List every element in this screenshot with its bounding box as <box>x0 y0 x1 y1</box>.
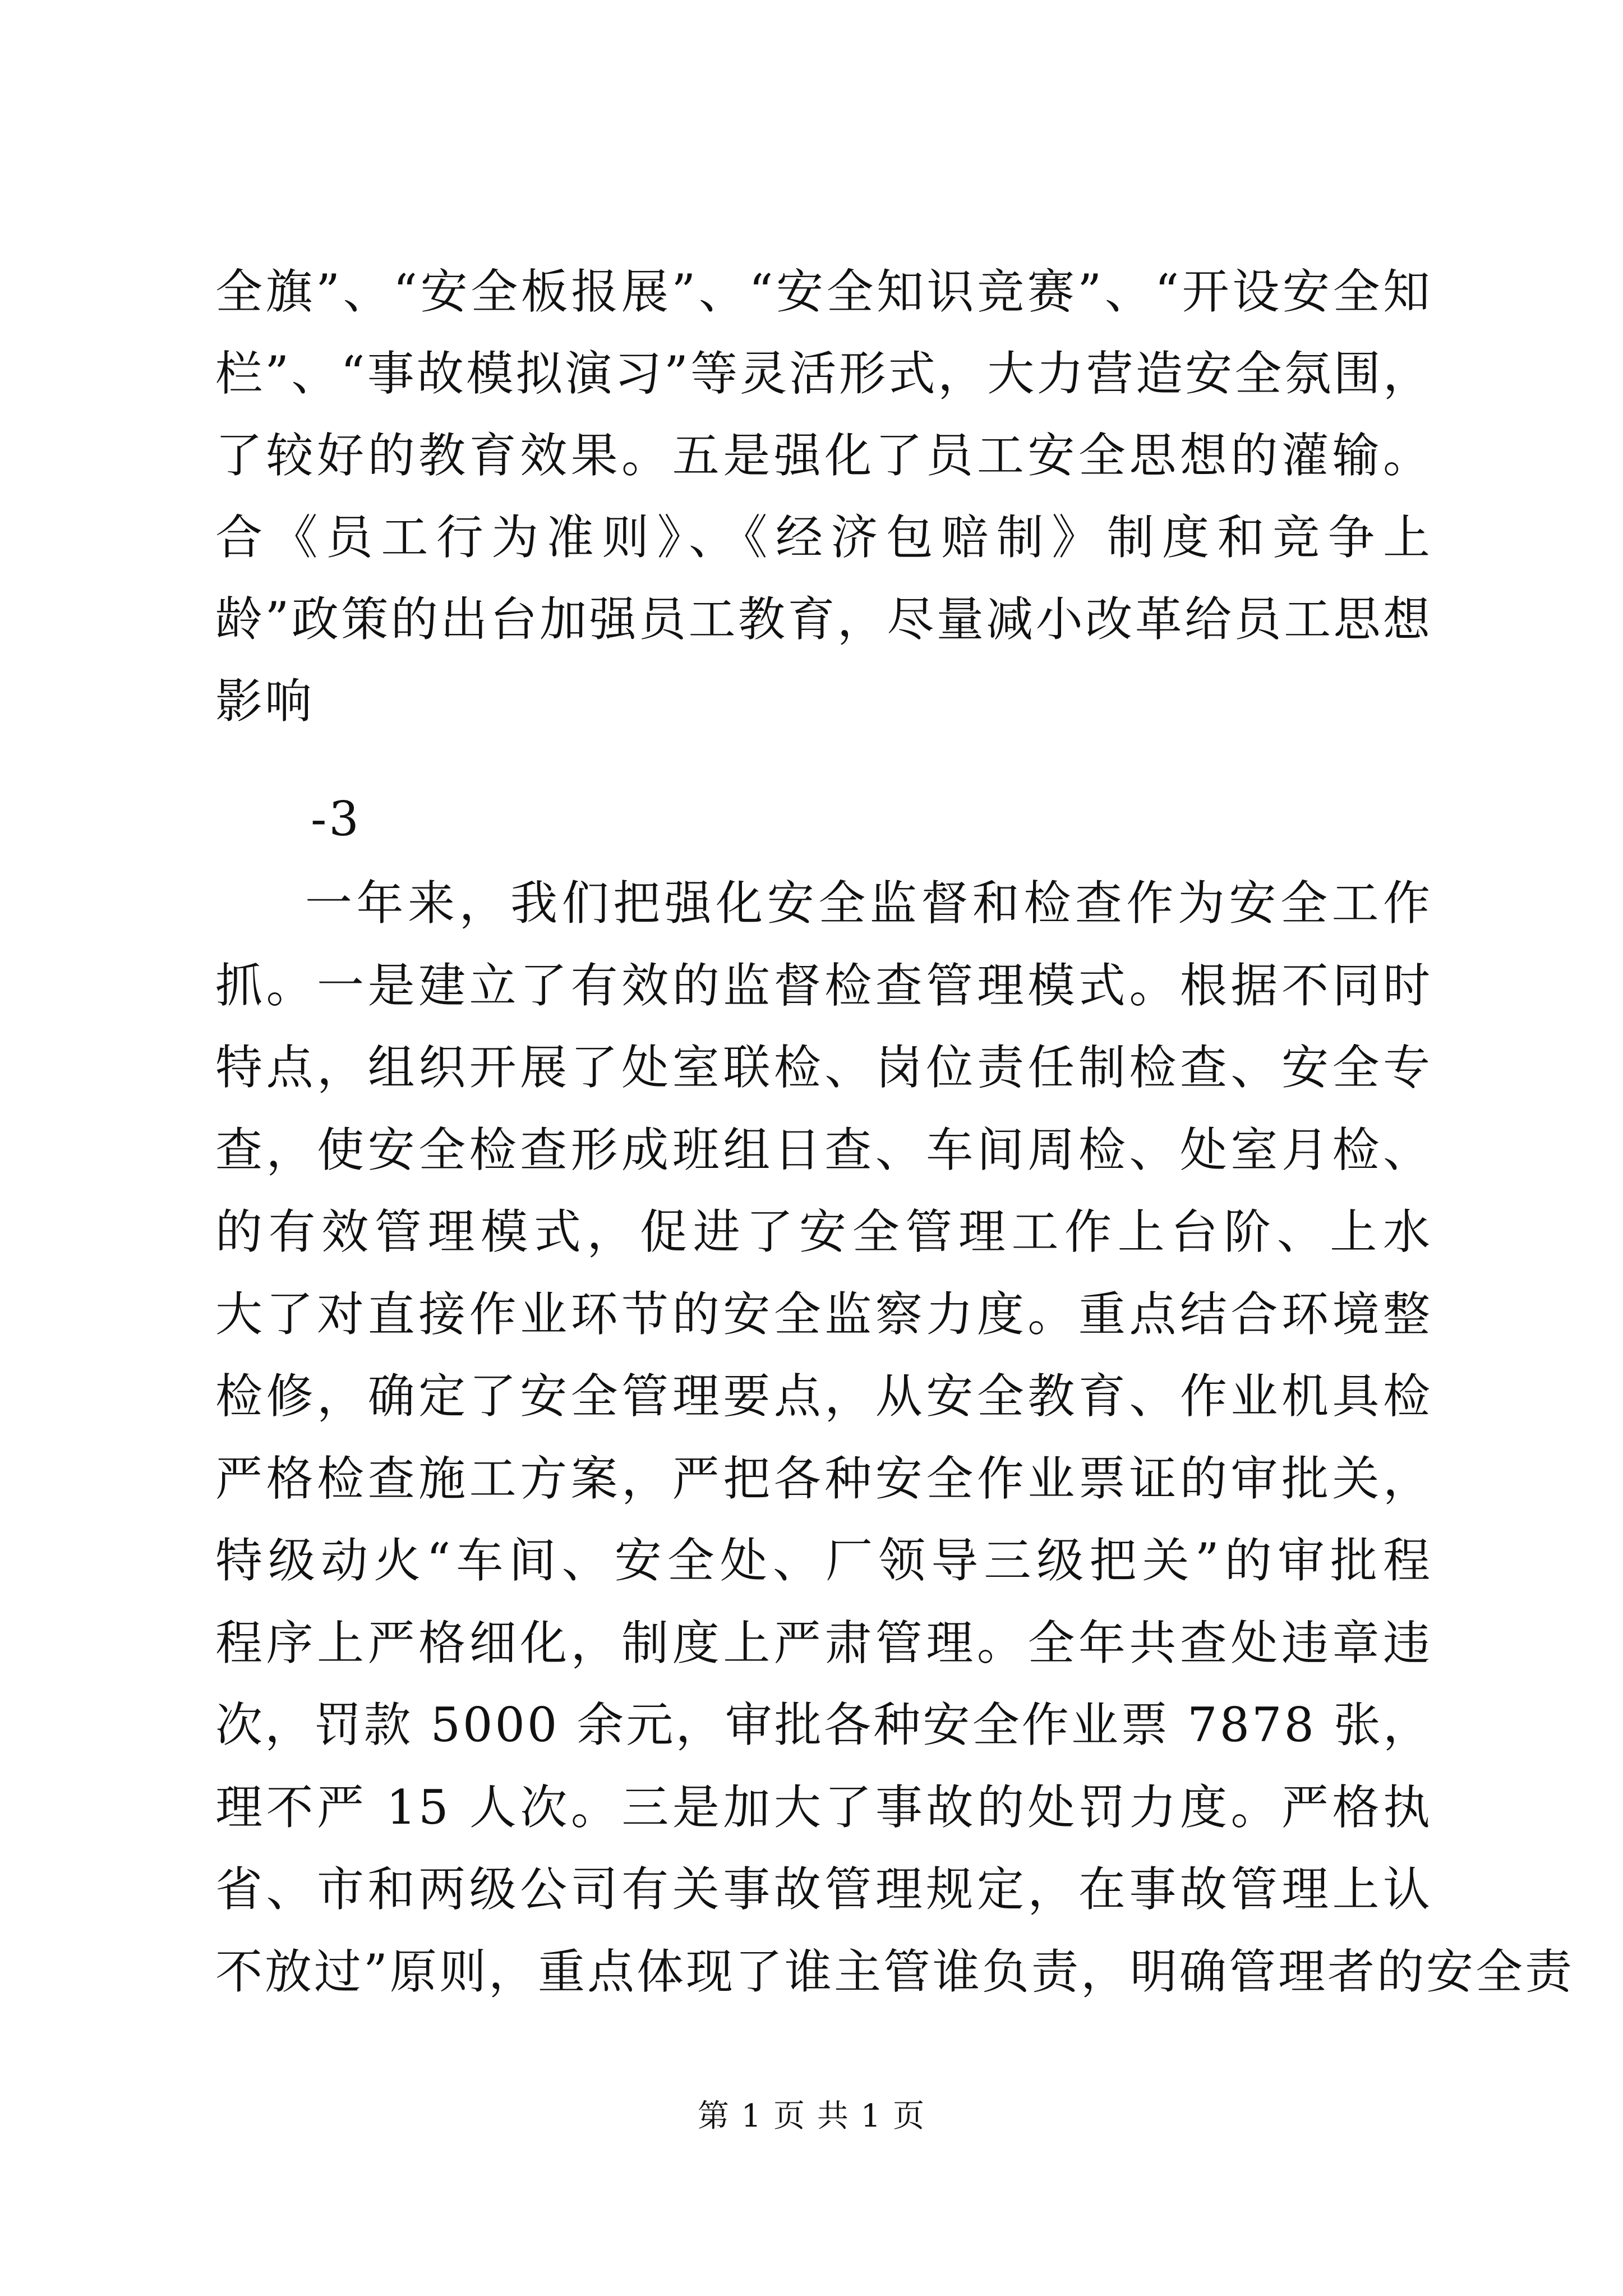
paragraph2-line: 抓。一是建立了有效的监督检查管理模式。根据不同时 <box>215 958 1432 1013</box>
paragraph2-line: 查，使安全检查形成班组日查、车间周检、处室月检、 <box>215 1122 1432 1177</box>
paragraph1-line: 栏”、“事故模拟演习”等灵活形式，大力营造安全氛围， <box>215 346 1432 401</box>
paragraph2-line: 特点，组织开展了处室联检、岗位责任制检查、安全专 <box>215 1040 1432 1095</box>
paragraph2-line: 检修，确定了安全管理要点，从安全教育、作业机具检 <box>215 1369 1432 1424</box>
paragraph2-line: 省、市和两级公司有关事故管理规定，在事故管理上认 <box>215 1862 1432 1917</box>
paragraph2-line: 不放过”原则，重点体现了谁主管谁负责，明确管理者的安全责 <box>215 1944 1574 1999</box>
paragraph2-line: 大了对直接作业环节的安全监察力度。重点结合环境整 <box>215 1286 1432 1342</box>
paragraph1-line: 影响 <box>215 674 315 729</box>
paragraph1-line: 合《员工行为准则》、《经济包赔制》制度和竞争上 <box>215 510 1432 565</box>
paragraph1-line: 全旗”、“安全板报展”、“安全知识竞赛”、“开设安全知 <box>215 264 1432 319</box>
paragraph2-line: 特级动火“车间、安全处、厂领导三级把关”的审批程 <box>215 1533 1432 1588</box>
paragraph1-line: 龄”政策的出台加强员工教育，尽量减小改革给员工思想 <box>215 592 1432 647</box>
page-footer: 第 1 页 共 1 页 <box>697 2098 926 2134</box>
paragraph2-line: 一年来，我们把强化安全监督和检查作为安全工作 <box>305 876 1432 931</box>
section-marker: -3 <box>311 792 361 846</box>
paragraph2-line: 程序上严格细化，制度上严肃管理。全年共查处违章违 <box>215 1615 1432 1671</box>
paragraph2-line: 理不严 15 人次。三是加大了事故的处罚力度。严格执 <box>215 1779 1432 1835</box>
paragraph1-line: 了较好的教育效果。五是强化了员工安全思想的灌输。 <box>215 428 1432 483</box>
paragraph2-line: 严格检查施工方案，严把各种安全作业票证的审批关， <box>215 1451 1432 1506</box>
paragraph2-line: 次，罚款 5000 余元，审批各种安全作业票 7878 张， <box>215 1697 1432 1752</box>
paragraph2-line: 的有效管理模式，促进了安全管理工作上台阶、上水 <box>215 1204 1432 1259</box>
